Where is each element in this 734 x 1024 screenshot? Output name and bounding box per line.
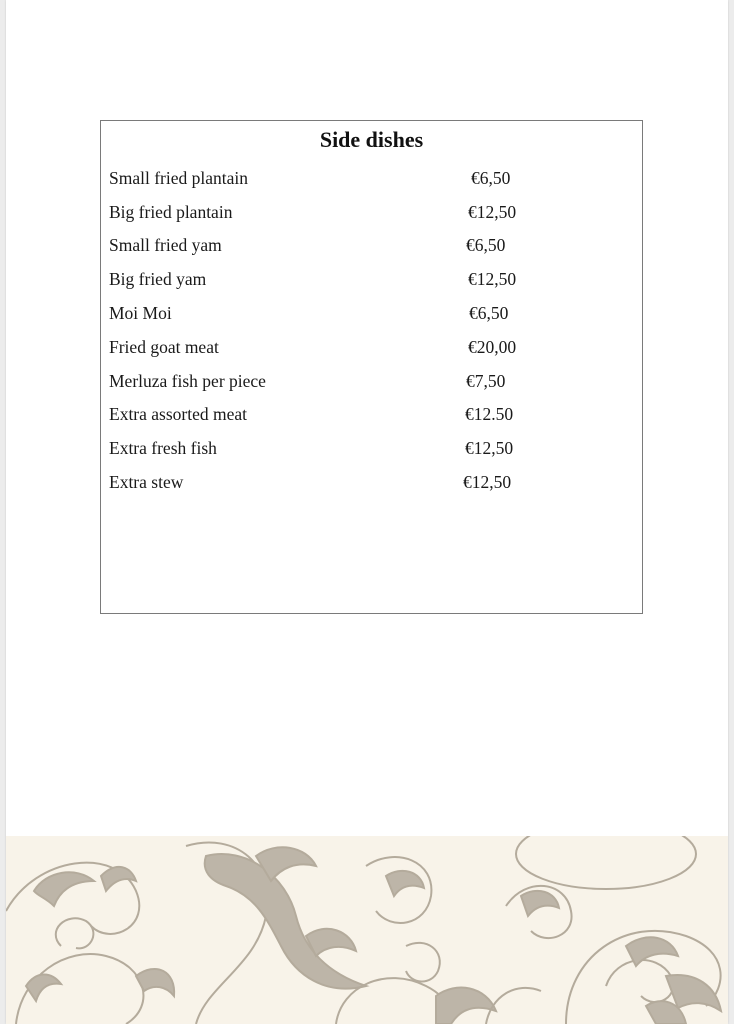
menu-item	[109, 199, 629, 225]
item-price: €12,50	[465, 438, 514, 458]
floral-ornament-icon	[6, 836, 728, 1024]
item-name: Big fried yam	[109, 269, 207, 289]
menu-item	[109, 435, 629, 461]
menu-item	[109, 401, 629, 427]
menu-item	[109, 334, 629, 360]
menu-item	[109, 165, 629, 191]
item-price: €12,50	[468, 269, 517, 289]
menu-box	[100, 120, 643, 614]
item-name: Small fried yam	[109, 235, 222, 255]
item-price: €6,50	[466, 235, 506, 255]
decorative-ornament-band	[6, 836, 728, 1024]
menu-title: Side dishes	[319, 127, 424, 152]
item-name: Extra fresh fish	[109, 438, 217, 458]
item-price: €7,50	[466, 371, 506, 391]
item-price: €6,50	[469, 303, 509, 323]
menu-item	[109, 266, 629, 292]
item-name: Extra stew	[109, 472, 184, 492]
item-name: Extra assorted meat	[109, 404, 248, 424]
menu-item	[109, 368, 629, 394]
menu-item	[109, 469, 629, 495]
item-name: Small fried plantain	[109, 168, 248, 188]
item-price: €12.50	[465, 404, 514, 424]
item-name: Big fried plantain	[109, 202, 233, 222]
item-price: €6,50	[471, 168, 511, 188]
item-name: Moi Moi	[109, 303, 172, 323]
menu-item	[109, 232, 629, 258]
item-name: Fried goat meat	[109, 337, 219, 357]
item-price: €12,50	[468, 202, 517, 222]
item-price: €20,00	[468, 337, 517, 357]
menu-item	[109, 300, 629, 326]
menu-page	[6, 0, 728, 1024]
item-name: Merluza fish per piece	[109, 371, 266, 391]
item-price: €12,50	[463, 472, 512, 492]
